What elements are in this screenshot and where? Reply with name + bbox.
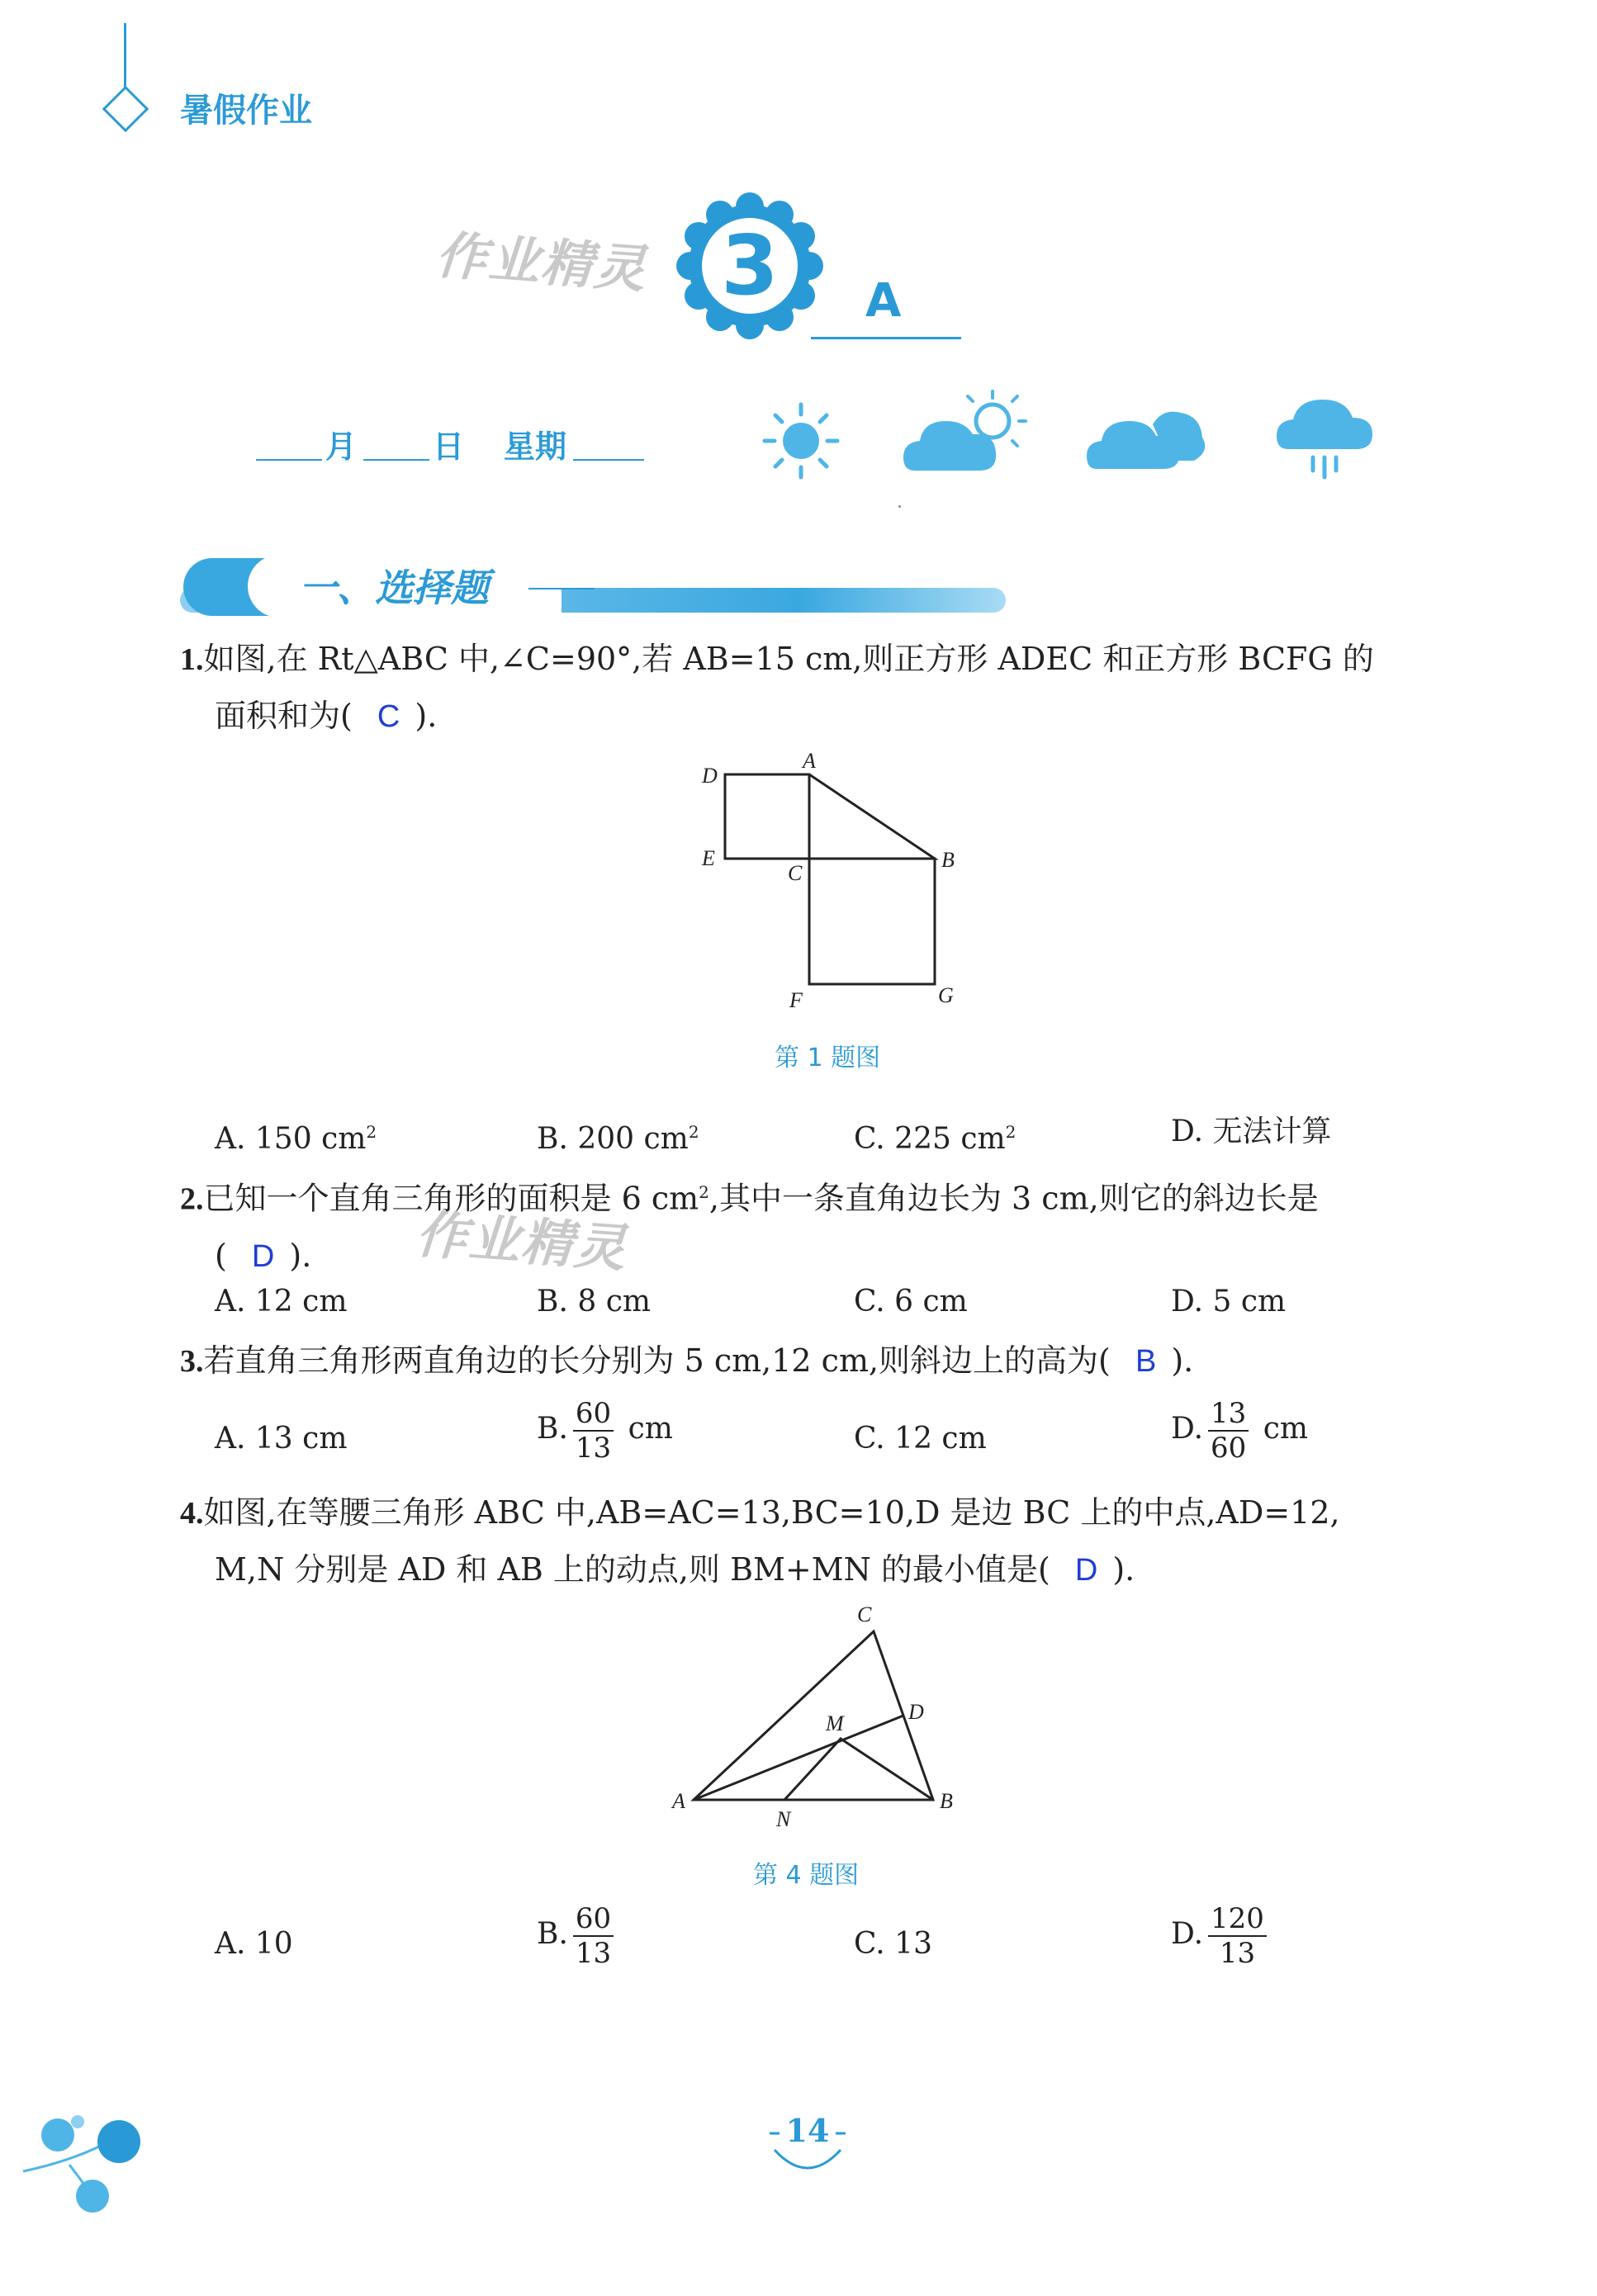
question-2-text-b: ,其中一条直角边长为 3 cm,则它的斜边长是 bbox=[708, 1180, 1319, 1217]
page-number: 14 bbox=[785, 2112, 830, 2149]
q2-option-a: A. 12 cm bbox=[215, 1285, 348, 1318]
question-4-answer: D bbox=[1074, 1553, 1098, 1588]
fig1-label-b: B bbox=[941, 848, 955, 872]
section-title: 一、选择题 bbox=[299, 566, 489, 610]
question-1-number: 1. bbox=[180, 642, 204, 677]
date-day-blank bbox=[363, 459, 429, 461]
date-day-label: 日 bbox=[433, 428, 465, 465]
q1-option-b: B. 200 $cm^2$ bbox=[537, 1122, 699, 1156]
q4-option-c: C. 13 bbox=[854, 1927, 932, 1961]
q3-option-a: A. 13 cm bbox=[215, 1422, 348, 1456]
date-month-label: 月 bbox=[325, 428, 358, 465]
fig4-label-n: N bbox=[776, 1807, 791, 1831]
question-2-number: 2. bbox=[180, 1181, 204, 1217]
fig1-label-d: D bbox=[702, 764, 718, 788]
fig4-label-d: D bbox=[908, 1700, 924, 1724]
question-2-text-a: 已知一个直角三角形的面积是 6 cm bbox=[203, 1180, 699, 1217]
watermark-middle: 作业精灵 bbox=[414, 1204, 629, 1279]
fig1-label-f: F bbox=[789, 988, 803, 1012]
date-weekday-blank bbox=[573, 459, 644, 461]
speck bbox=[898, 505, 901, 508]
question-1-text-line2-pre: 面积和为( bbox=[215, 698, 353, 734]
q4-option-b: B. $\frac{60}{13}$ bbox=[537, 1902, 618, 1970]
question-3-answer: B bbox=[1135, 1344, 1157, 1379]
figure-1 bbox=[685, 743, 983, 1024]
q4-option-a: A. 10 bbox=[215, 1927, 293, 1961]
question-4-text-line2-post: ). bbox=[1112, 1551, 1135, 1588]
question-2-text-line2-pre: ( bbox=[215, 1237, 227, 1274]
question-2-text-sup: 2 bbox=[699, 1182, 709, 1202]
q2-option-c: C. 6 cm bbox=[854, 1285, 968, 1318]
fig1-label-a: A bbox=[803, 749, 816, 773]
figure-1-caption: 第 1 题图 bbox=[775, 1044, 881, 1072]
q1-option-c: C. 225 $cm^2$ bbox=[854, 1122, 1016, 1156]
date-weekday-label: 星期 bbox=[504, 428, 567, 465]
fig4-label-c: C bbox=[857, 1602, 872, 1626]
q1-option-a: A. 150 $cm^2$ bbox=[215, 1122, 377, 1156]
q3-option-c: C. 12 cm bbox=[854, 1422, 987, 1456]
question-1-text-line2-post: ). bbox=[415, 698, 438, 734]
question-2-text-line2-post: ). bbox=[289, 1237, 312, 1274]
lesson-number: 3 bbox=[721, 217, 779, 314]
question-3-number: 3. bbox=[180, 1344, 204, 1379]
q2-option-d: D. 5 cm bbox=[1171, 1285, 1287, 1318]
q3-option-d: D. $\frac{13}{60}$ cm bbox=[1171, 1397, 1309, 1465]
q2-option-b: B. 8 cm bbox=[537, 1285, 652, 1318]
question-2-answer: D bbox=[251, 1238, 275, 1274]
fig1-label-c: C bbox=[788, 861, 803, 885]
fig4-label-a: A bbox=[672, 1789, 685, 1813]
cloudy-icon bbox=[1087, 400, 1211, 474]
question-4-number: 4. bbox=[180, 1496, 204, 1531]
question-4-text-line2-pre: M,N 分别是 AD 和 AB 上的动点,则 BM+MN 的最小值是( bbox=[215, 1551, 1050, 1588]
diamond-icon bbox=[102, 86, 149, 133]
lesson-level: A bbox=[865, 274, 902, 328]
sun-icon bbox=[760, 400, 842, 482]
question-3-text-post: ). bbox=[1171, 1342, 1194, 1379]
q3-option-b: B. $\frac{60}{13}$ cm bbox=[537, 1397, 673, 1465]
question-1 bbox=[180, 631, 1468, 745]
section-title-rule bbox=[528, 588, 595, 589]
question-1-answer: C bbox=[377, 699, 400, 734]
question-1-text-line1: 如图,在 Rt△ABC 中,∠C=90°,若 AB=15 cm,则正方形 ADEC 和正方形 BCFG 的 bbox=[203, 641, 1374, 677]
fig4-label-b: B bbox=[940, 1789, 953, 1813]
berry-decoration-icon bbox=[20, 2104, 152, 2219]
fig4-label-m: M bbox=[826, 1711, 844, 1735]
question-3-text-pre: 若直角三角形两直角边的长分别为 5 cm,12 cm,则斜边上的高为( bbox=[203, 1342, 1111, 1379]
question-3 bbox=[180, 1333, 1468, 1389]
date-month-blank bbox=[256, 459, 322, 461]
q1-option-d: D. 无法计算 bbox=[1171, 1115, 1332, 1148]
header-title: 暑假作业 bbox=[180, 92, 312, 130]
watermark-top: 作业精灵 bbox=[434, 225, 649, 300]
figure-4 bbox=[661, 1602, 974, 1841]
fig1-label-g: G bbox=[938, 983, 954, 1007]
figure-4-caption: 第 4 题图 bbox=[753, 1861, 860, 1890]
q4-option-d: D. $\frac{120}{13}$ bbox=[1171, 1902, 1272, 1970]
question-2 bbox=[180, 1164, 1468, 1285]
question-4-text-line1: 如图,在等腰三角形 ABC 中,AB=AC=13,BC=10,D 是边 BC 上的中点,AD=12, bbox=[203, 1494, 1340, 1531]
question-4 bbox=[180, 1484, 1468, 1598]
fig1-label-e: E bbox=[702, 846, 715, 870]
lesson-level-underline bbox=[811, 337, 961, 339]
rain-icon bbox=[1277, 395, 1376, 485]
partly-cloudy-icon bbox=[903, 388, 1035, 479]
